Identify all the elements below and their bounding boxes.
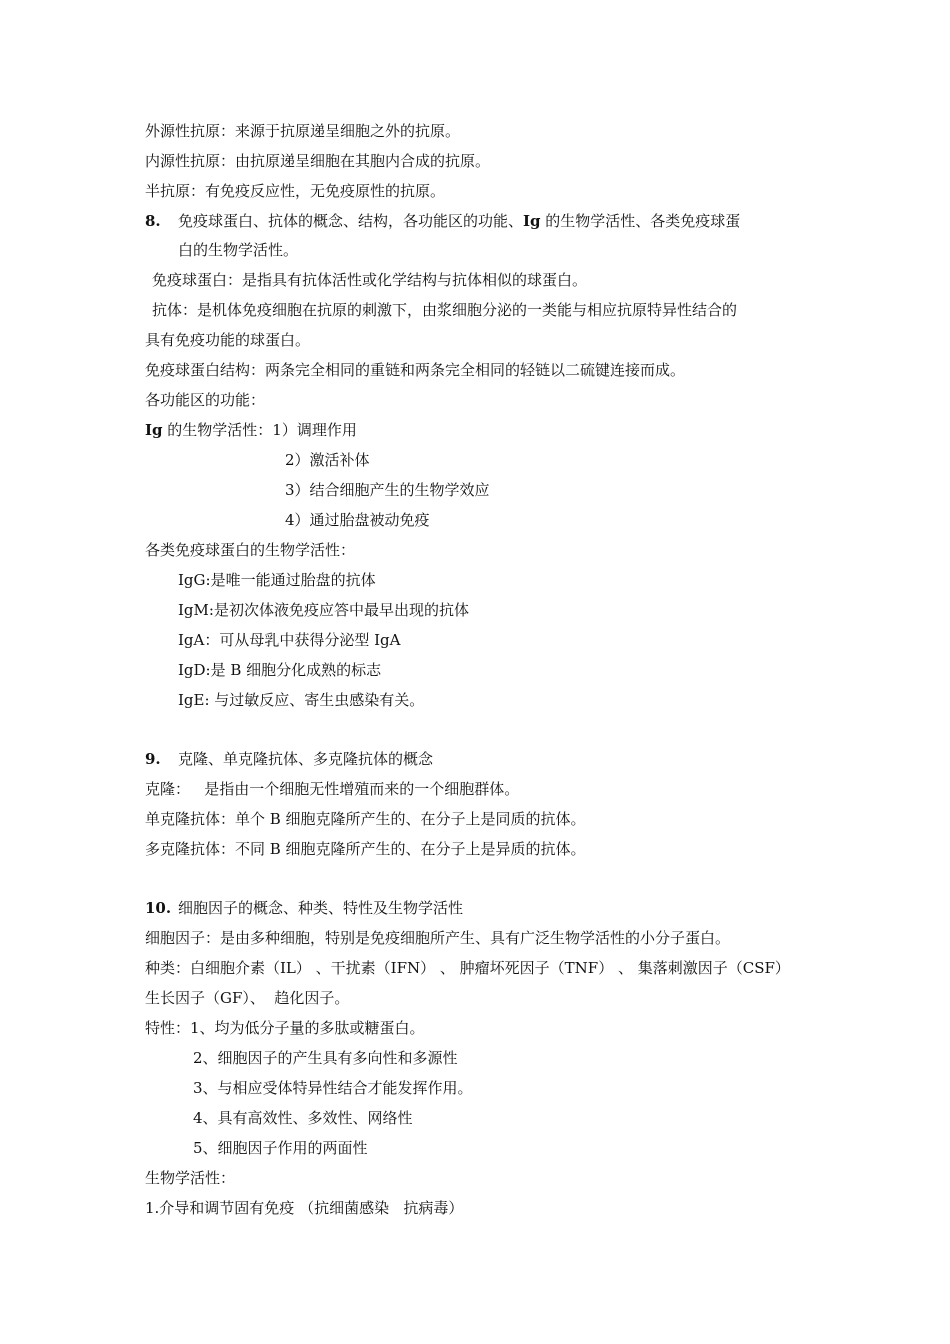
text-line: [145, 420, 357, 440]
list-item: IgE: 与过敏反应、寄生虫感染有关。: [178, 691, 425, 709]
list-item: IgA：可从母乳中获得分泌型 IgA: [178, 631, 401, 649]
text-line: 免疫球蛋白结构：两条完全相同的重链和两条完全相同的轻链以二硫键连接而成。: [145, 361, 686, 379]
text-line: 克隆： 是指由一个细胞无性增殖而来的一个细胞群体。: [145, 780, 520, 798]
section-heading-8: [145, 211, 740, 231]
section-title-rest: 的生物学活性、各类免疫球蛋: [540, 212, 741, 230]
text-line: 1.介导和调节固有免疫 （抗细菌感染 抗病毒）: [145, 1199, 464, 1217]
text-line: 生物学活性：: [145, 1169, 236, 1187]
text-line: 内源性抗原：由抗原递呈细胞在其胞内合成的抗原。: [145, 152, 491, 170]
text-line: 具有免疫功能的球蛋白。: [145, 331, 311, 349]
list-item: 3、与相应受体特异性结合才能发挥作用。: [193, 1079, 473, 1097]
text-line: 各类免疫球蛋白的生物学活性：: [145, 541, 356, 559]
section-number: 10.: [145, 899, 172, 917]
list-item: 4）通过胎盘被动免疫: [285, 511, 430, 529]
text-line: 特性：1、均为低分子量的多肽或糖蛋白。: [145, 1019, 425, 1037]
section-heading-9: [145, 749, 433, 769]
section-title-continued: 白的生物学活性。: [178, 241, 299, 259]
section-title-ig: Ig: [523, 212, 541, 230]
text-line: 种类：白细胞介素（IL） 、干扰素（IFN） 、 肿瘤坏死因子（TNF） 、 集落刺激因子（CSF）: [145, 959, 790, 977]
section-number: 8.: [145, 212, 161, 230]
text-line: 各功能区的功能：: [145, 391, 266, 409]
section-heading-10: [145, 898, 463, 918]
section-number: 9.: [145, 750, 161, 768]
text-line: 抗体：是机体免疫细胞在抗原的刺激下，由浆细胞分泌的一类能与相应抗原特异性结合的: [152, 301, 738, 319]
section-title: 免疫球蛋白、抗体的概念、结构，各功能区的功能、: [178, 212, 524, 230]
list-item: IgG:是唯一能通过胎盘的抗体: [178, 571, 376, 589]
text-line: 单克隆抗体：单个 B 细胞克隆所产生的、在分子上是同质的抗体。: [145, 810, 586, 828]
list-item: 3）结合细胞产生的生物学效应: [285, 481, 490, 499]
text-line: 多克隆抗体：不同 B 细胞克隆所产生的、在分子上是异质的抗体。: [145, 840, 586, 858]
text-line: 免疫球蛋白：是指具有抗体活性或化学结构与抗体相似的球蛋白。: [152, 271, 588, 289]
list-item: 5、细胞因子作用的两面性: [193, 1139, 368, 1157]
list-item: 2、细胞因子的产生具有多向性和多源性: [193, 1049, 458, 1067]
text-line: 外源性抗原：来源于抗原递呈细胞之外的抗原。: [145, 122, 461, 140]
text-line: 细胞因子：是由多种细胞，特别是免疫细胞所产生、具有广泛生物学活性的小分子蛋白。: [145, 929, 731, 947]
text-line: 生长因子（GF）、 趋化因子。: [145, 989, 350, 1007]
list-item: 4、具有高效性、多效性、网络性: [193, 1109, 413, 1127]
section-title: 克隆、单克隆抗体、多克隆抗体的概念: [178, 750, 434, 768]
ig-label: Ig: [145, 421, 163, 439]
list-item: IgD:是 B 细胞分化成熟的标志: [178, 661, 382, 679]
ig-activity-1: 的生物学活性：1）调理作用: [162, 421, 357, 439]
list-item: IgM:是初次体液免疫应答中最早出现的抗体: [178, 601, 469, 619]
text-line: 半抗原：有免疫反应性，无免疫原性的抗原。: [145, 182, 446, 200]
section-title: 细胞因子的概念、种类、特性及生物学活性: [178, 899, 464, 917]
list-item: 2）激活补体: [285, 451, 370, 469]
